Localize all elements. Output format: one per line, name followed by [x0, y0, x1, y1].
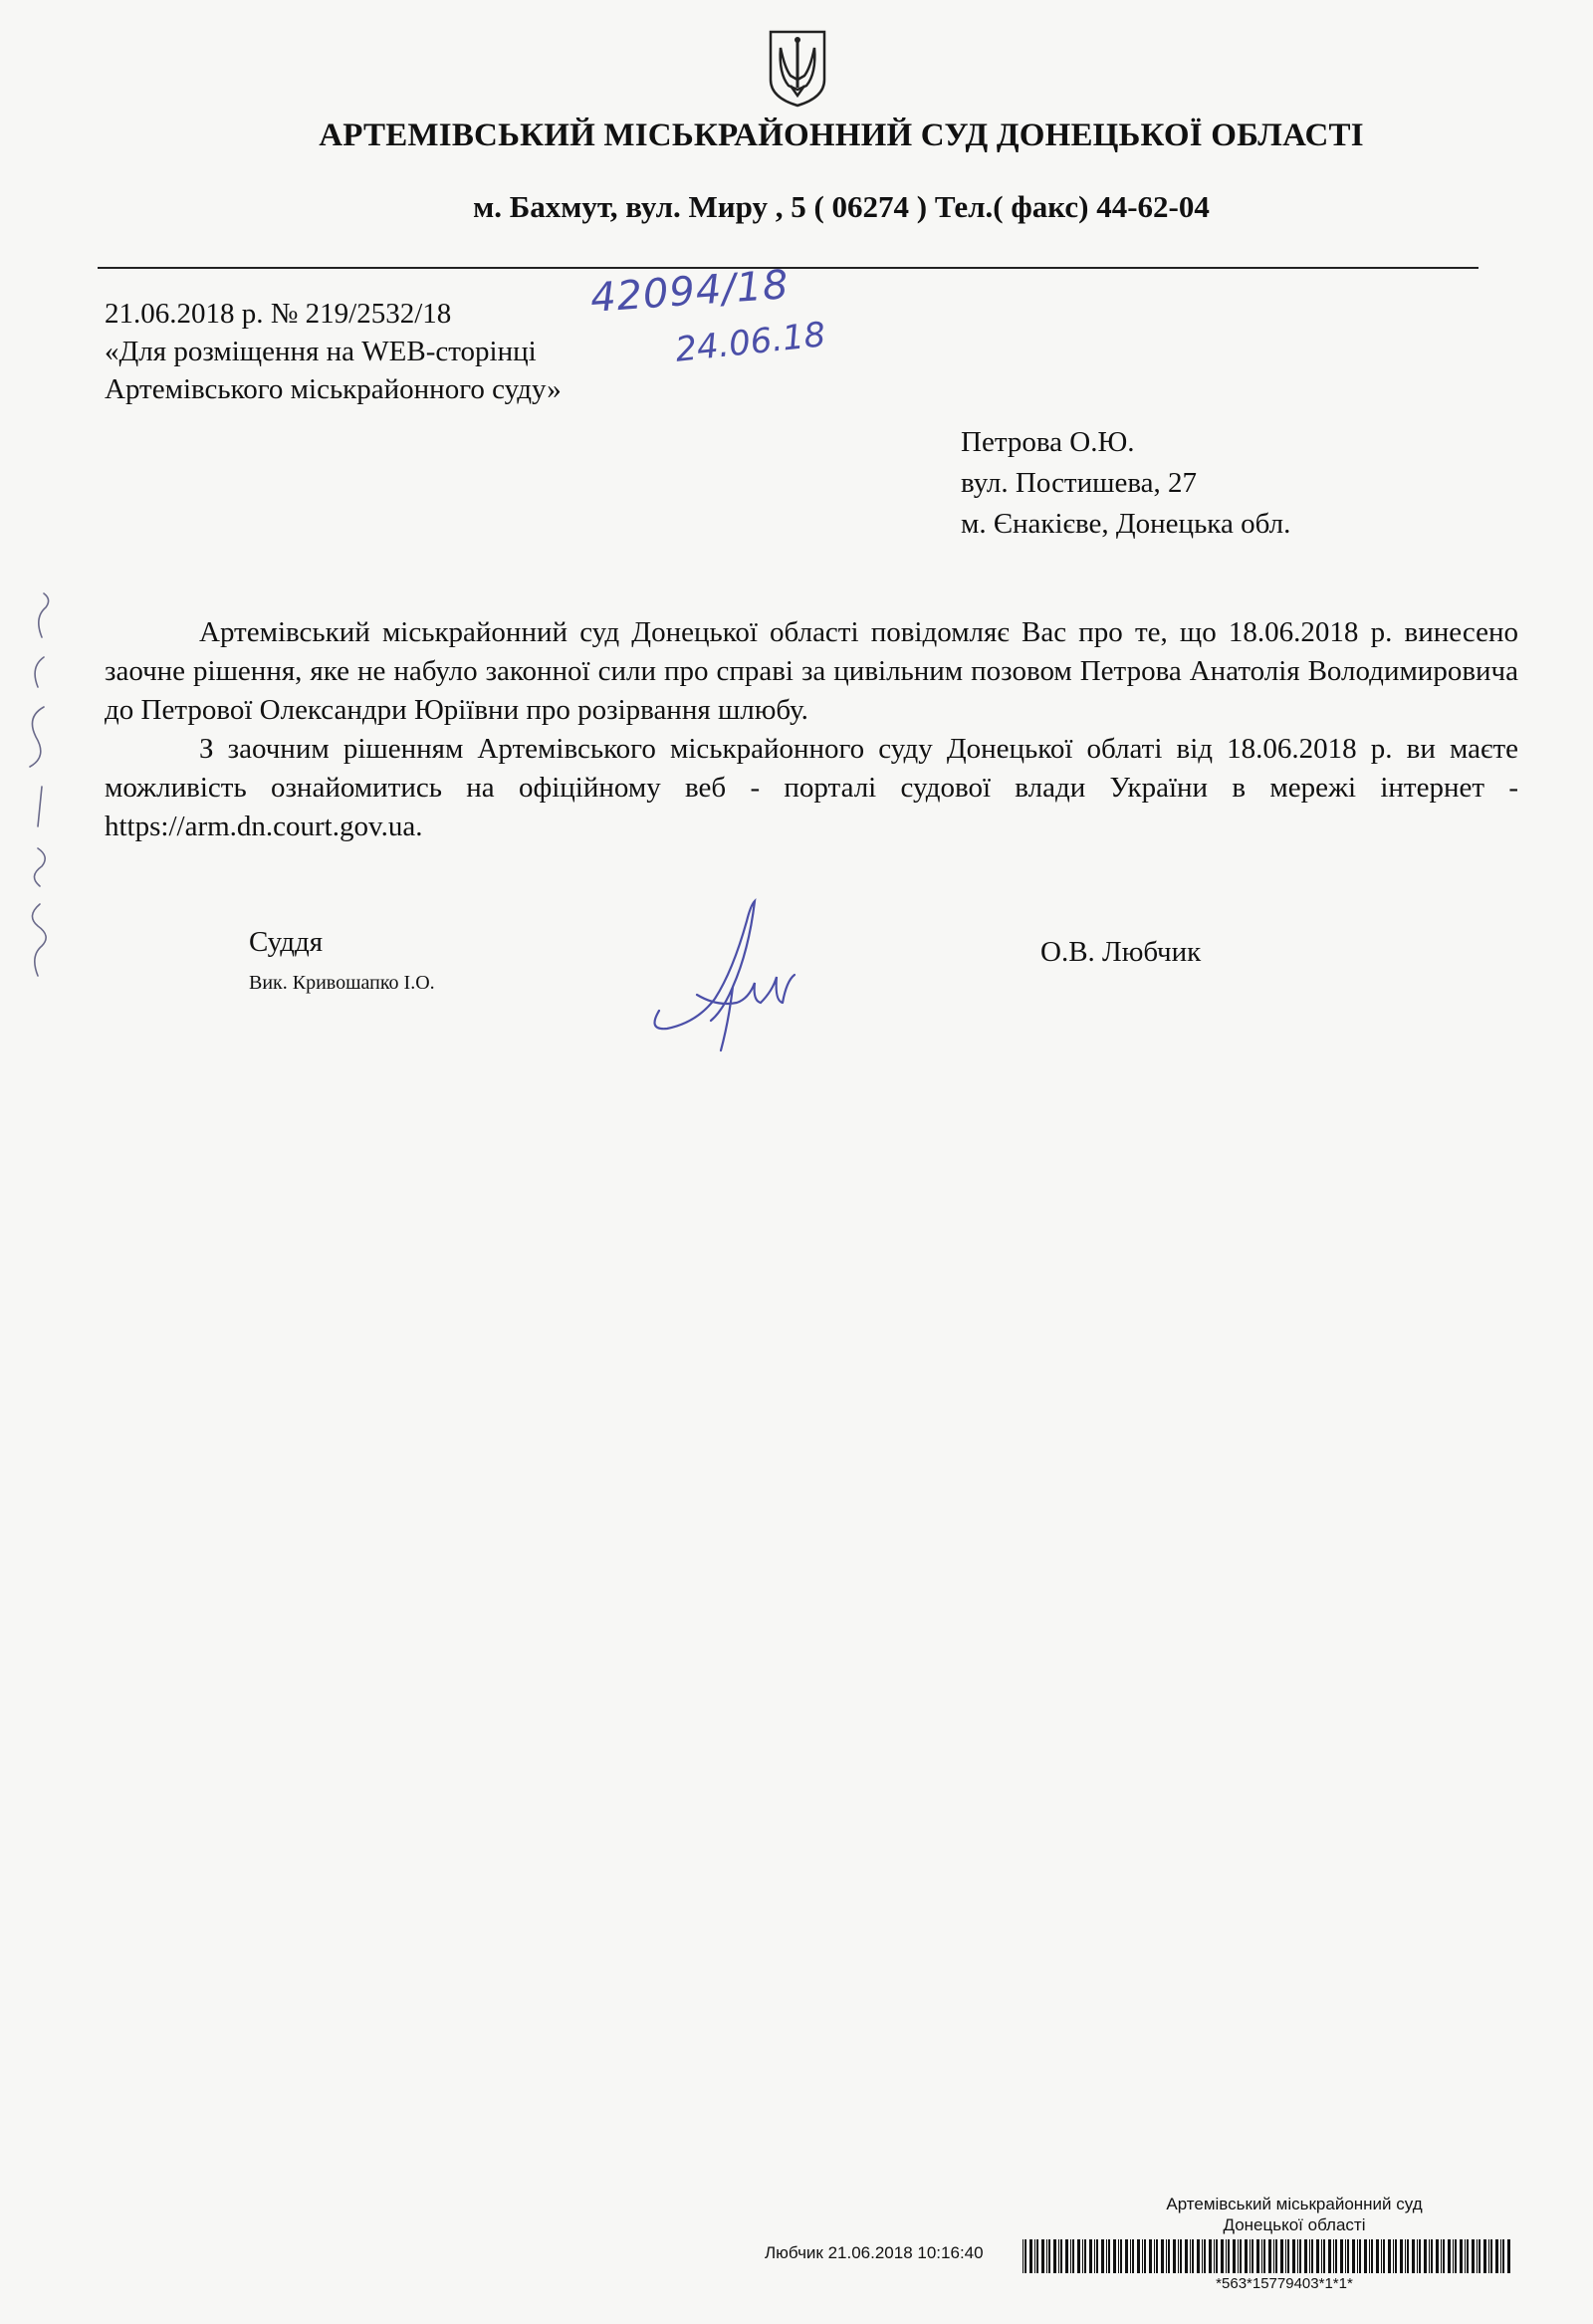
- barcode-bar: [1137, 2239, 1140, 2273]
- barcode-bar: [1089, 2239, 1092, 2273]
- barcode-bar: [1256, 2239, 1259, 2273]
- barcode-bar: [1132, 2239, 1134, 2273]
- barcode-bar: [1347, 2239, 1349, 2273]
- barcode-bar: [1309, 2239, 1310, 2273]
- recipient-city: м. Єнакієве, Донецька обл.: [961, 508, 1291, 540]
- barcode-bar: [1383, 2239, 1385, 2273]
- barcode-bar: [1441, 2239, 1442, 2273]
- barcode-bar: [1333, 2239, 1334, 2273]
- margin-handwritten-note: [8, 587, 68, 986]
- barcode-icon: [1023, 2239, 1510, 2273]
- barcode-bar: [1142, 2239, 1143, 2273]
- barcode-bar: [1297, 2239, 1298, 2273]
- barcode-bar: [1240, 2239, 1242, 2273]
- barcode-bar: [1082, 2239, 1083, 2273]
- barcode-bar: [1228, 2239, 1230, 2273]
- barcode-bar: [1431, 2239, 1433, 2273]
- barcode-bar: [1046, 2239, 1047, 2273]
- barcode-bar: [1436, 2239, 1439, 2273]
- registration-stamp: Любчик 21.06.2018 10:16:40: [765, 2243, 984, 2262]
- barcode-bar: [1429, 2239, 1430, 2273]
- barcode-bar: [1130, 2239, 1131, 2273]
- barcode-bar: [1149, 2239, 1152, 2273]
- barcode-bar: [1465, 2239, 1466, 2273]
- barcode-bar: [1479, 2239, 1480, 2273]
- recipient-name: Петрова О.Ю.: [961, 426, 1135, 458]
- barcode-bar: [1323, 2239, 1325, 2273]
- web-note-line2: Артемівського міськрайонного суду»: [105, 373, 562, 405]
- barcode-bar: [1455, 2239, 1457, 2273]
- barcode-bar: [1495, 2239, 1498, 2273]
- barcode-bar: [1483, 2239, 1486, 2273]
- barcode-bar: [1273, 2239, 1274, 2273]
- barcode-bar: [1477, 2239, 1478, 2273]
- barcode-bar: [1070, 2239, 1071, 2273]
- barcode-bar: [1180, 2239, 1182, 2273]
- barcode-bar: [1359, 2239, 1361, 2273]
- barcode-bar: [1364, 2239, 1367, 2273]
- barcode-bar: [1304, 2239, 1307, 2273]
- barcode-bar: [1058, 2239, 1059, 2273]
- barcode-bar: [1467, 2239, 1469, 2273]
- barcode-bar: [1048, 2239, 1050, 2273]
- barcode-bar: [1185, 2239, 1188, 2273]
- barcode-bar: [1490, 2239, 1492, 2273]
- barcode-bar: [1388, 2239, 1391, 2273]
- recipient-block: [961, 422, 1290, 545]
- barcode-bar: [1357, 2239, 1358, 2273]
- barcode-bar: [1214, 2239, 1215, 2273]
- barcode-bar: [1311, 2239, 1313, 2273]
- barcode-bar: [1352, 2239, 1355, 2273]
- barcode-bar: [1023, 2239, 1024, 2273]
- barcode-bar: [1204, 2239, 1206, 2273]
- barcode-bar: [1190, 2239, 1191, 2273]
- barcode-bar: [1400, 2239, 1403, 2273]
- judge-name: О.В. Любчик: [1040, 936, 1202, 968]
- barcode-bar: [1502, 2239, 1504, 2273]
- barcode-bar: [1041, 2239, 1044, 2273]
- barcode-bar: [1113, 2239, 1116, 2273]
- barcode-bar: [1335, 2239, 1337, 2273]
- barcode-bar: [1178, 2239, 1179, 2273]
- handwritten-registration-number: 42094/18: [588, 262, 791, 322]
- barcode-number: *563*15779403*1*1*: [1216, 2275, 1353, 2292]
- barcode-bar: [1285, 2239, 1286, 2273]
- executor-name: Вик. Кривошапко І.О.: [249, 972, 435, 994]
- barcode-bar: [1202, 2239, 1203, 2273]
- web-note-line1: «Для розміщення на WEB-сторінці: [105, 336, 537, 367]
- barcode-bar: [1125, 2239, 1128, 2273]
- barcode-bar: [1419, 2239, 1421, 2273]
- barcode-bar: [1453, 2239, 1454, 2273]
- barcode-bar: [1500, 2239, 1501, 2273]
- barcode-bar: [1197, 2239, 1200, 2273]
- barcode-bar: [1280, 2239, 1283, 2273]
- barcode-bar: [1292, 2239, 1295, 2273]
- barcode-bar: [1101, 2239, 1104, 2273]
- footer-court-line1: Артемівський міськрайонний суд: [1166, 2195, 1423, 2213]
- barcode-bar: [1250, 2239, 1251, 2273]
- barcode-bar: [1393, 2239, 1394, 2273]
- barcode-bar: [1263, 2239, 1265, 2273]
- barcode-bar: [1161, 2239, 1164, 2273]
- barcode-bar: [1395, 2239, 1397, 2273]
- barcode-bar: [1084, 2239, 1086, 2273]
- barcode-bar: [1118, 2239, 1119, 2273]
- barcode-bar: [1405, 2239, 1406, 2273]
- barcode-bar: [1216, 2239, 1218, 2273]
- barcode-bar: [1221, 2239, 1224, 2273]
- barcode-bar: [1245, 2239, 1248, 2273]
- barcode-bar: [1448, 2239, 1451, 2273]
- barcode-bar: [1065, 2239, 1068, 2273]
- barcode-bar: [1024, 2239, 1026, 2273]
- footer-court-line2: Донецької області: [1223, 2215, 1366, 2234]
- barcode-bar: [1287, 2239, 1289, 2273]
- barcode-bar: [1340, 2239, 1343, 2273]
- judge-title: Суддя: [249, 926, 324, 958]
- body-paragraph-1: Артемівський міськрайонний суд Донецької області повідомляє Вас про те, що 18.06.2018 р. винесено заочне рішення, яке не набуло законної сили про справі за цивільним позовом Петрова Анатолія Володимировича до Петрової Олександри Юріївни про розірвання шлюбу.: [105, 616, 1518, 726]
- barcode-bar: [1168, 2239, 1170, 2273]
- court-address: м. Бахмут, вул. Миру , 5 ( 06274 ) Тел.( факс) 44-62-04: [473, 189, 1210, 224]
- barcode-bar: [1507, 2239, 1510, 2273]
- barcode-bar: [1381, 2239, 1382, 2273]
- recipient-street: вул. Постишева, 27: [961, 467, 1198, 499]
- barcode-bar: [1417, 2239, 1418, 2273]
- barcode-bar: [1299, 2239, 1301, 2273]
- barcode-bar: [1369, 2239, 1370, 2273]
- barcode-bar: [1036, 2239, 1038, 2273]
- date-and-number: 21.06.2018 р. № 219/2532/18: [105, 298, 452, 330]
- barcode-bar: [1156, 2239, 1158, 2273]
- barcode-bar: [1154, 2239, 1155, 2273]
- barcode-bar: [1166, 2239, 1167, 2273]
- barcode-bar: [1233, 2239, 1236, 2273]
- barcode-bar: [1120, 2239, 1122, 2273]
- barcode-bar: [1209, 2239, 1212, 2273]
- barcode-bar: [1376, 2239, 1379, 2273]
- barcode-bar: [1173, 2239, 1176, 2273]
- barcode-bar: [1328, 2239, 1331, 2273]
- barcode-bar: [1371, 2239, 1373, 2273]
- barcode-bar: [1268, 2239, 1271, 2273]
- barcode-bar: [1238, 2239, 1239, 2273]
- barcode-bar: [1053, 2239, 1056, 2273]
- barcode-bar: [1077, 2239, 1080, 2273]
- barcode-bar: [1275, 2239, 1277, 2273]
- handwritten-signature: [637, 891, 816, 1060]
- barcode-bar: [1108, 2239, 1110, 2273]
- barcode-bar: [1060, 2239, 1062, 2273]
- barcode-bar: [1316, 2239, 1319, 2273]
- barcode-bar: [1424, 2239, 1427, 2273]
- barcode-bar: [1144, 2239, 1146, 2273]
- barcode-bar: [1226, 2239, 1227, 2273]
- barcode-bar: [1261, 2239, 1262, 2273]
- barcode-bar: [1096, 2239, 1098, 2273]
- barcode-bar: [1321, 2239, 1322, 2273]
- body-paragraph-2: З заочним рішенням Артемівського міськрайонного суду Донецької облаті від 18.06.2018 р. ви маєте можливість ознайомитись на офіційному веб - порталі судової влади України в мережі інтернет - https://arm.dn.court.gov.ua.: [105, 733, 1518, 842]
- barcode-bar: [1192, 2239, 1194, 2273]
- header-divider: [98, 267, 1479, 269]
- barcode-bar: [1029, 2239, 1032, 2273]
- barcode-bar: [1106, 2239, 1107, 2273]
- footer-court-name: [1095, 2194, 1493, 2235]
- letter-meta: [105, 295, 562, 408]
- barcode-bar: [1345, 2239, 1346, 2273]
- barcode-bar: [1460, 2239, 1463, 2273]
- barcode-bar: [1488, 2239, 1489, 2273]
- barcode-bar: [1094, 2239, 1095, 2273]
- barcode-bar: [1072, 2239, 1074, 2273]
- barcode-bar: [1443, 2239, 1445, 2273]
- barcode-bar: [1034, 2239, 1035, 2273]
- court-name: АРТЕМІВСЬКИЙ МІСЬКРАЙОННИЙ СУД ДОНЕЦЬКОЇ ОБЛАСТІ: [319, 117, 1364, 153]
- barcode-bar: [1412, 2239, 1415, 2273]
- letter-body: [105, 613, 1518, 846]
- barcode-bar: [1252, 2239, 1253, 2273]
- handwritten-registration-date: 24.06.18: [673, 315, 828, 370]
- trident-emblem-icon: [767, 28, 828, 108]
- barcode-bar: [1472, 2239, 1475, 2273]
- barcode-bar: [1407, 2239, 1409, 2273]
